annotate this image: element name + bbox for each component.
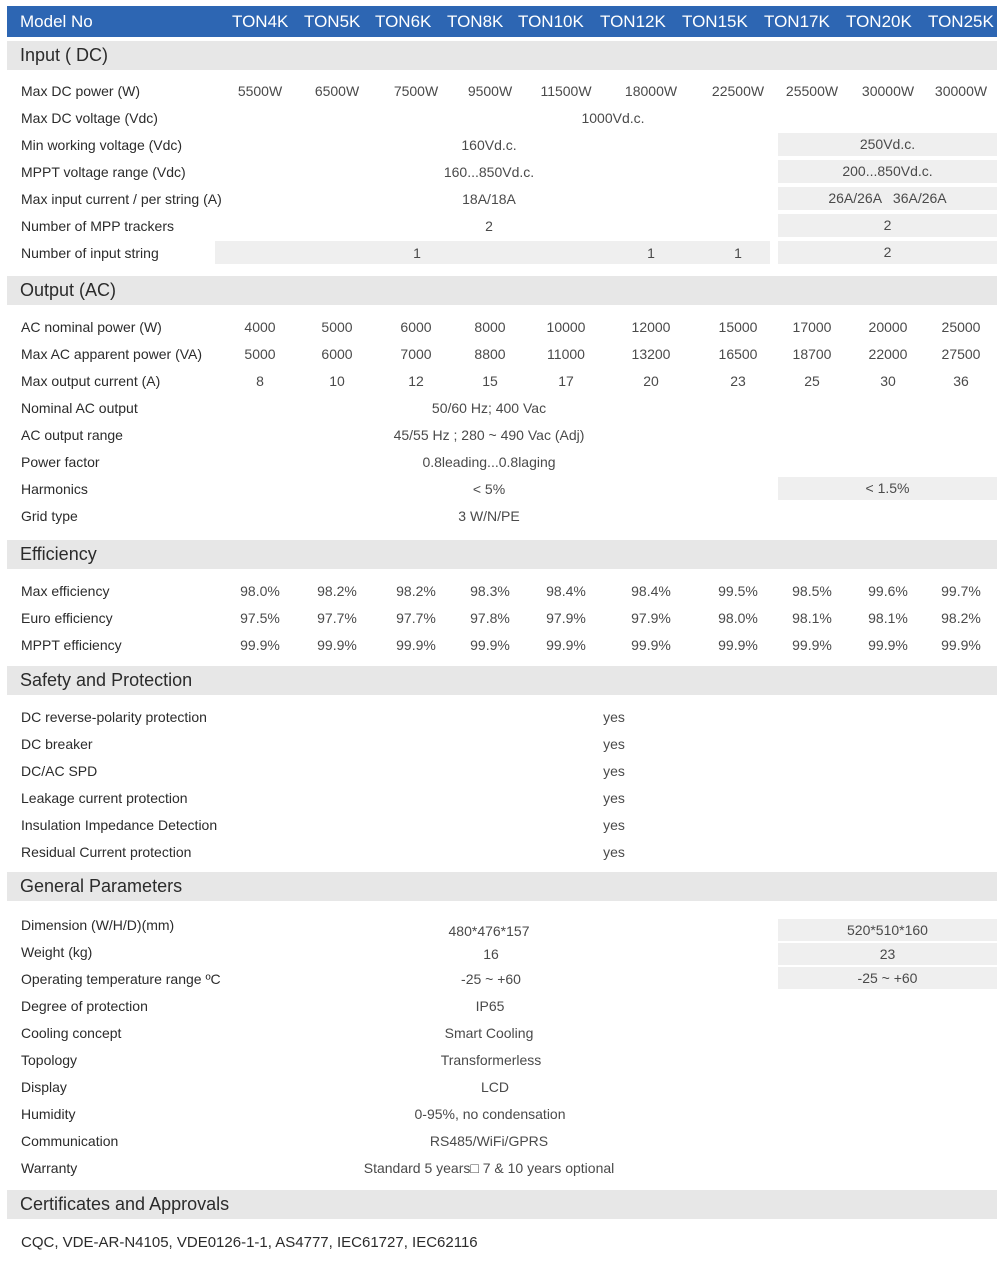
section-output	[7, 276, 997, 305]
dimension-value-a: 480*476*157	[448, 923, 530, 939]
ac-nominal-power-ton4k: 4000	[244, 319, 276, 335]
max-apparent-power-ton5k: 6000	[321, 346, 353, 362]
max-efficiency-ton8k: 98.3%	[470, 583, 510, 599]
max-apparent-power-ton20k: 22000	[868, 346, 908, 362]
display-value: LCD	[480, 1079, 510, 1095]
min-working-voltage-cell-b	[778, 133, 997, 156]
input-string-label: Number of input string	[21, 245, 159, 261]
model-ton6k: TON6K	[375, 12, 432, 31]
safety-label-residual: Residual Current protection	[21, 844, 192, 860]
max-dc-power-ton25k: 30000W	[934, 83, 988, 99]
mppt-efficiency-ton17k: 99.9%	[792, 637, 832, 653]
section-efficiency-title: Efficiency	[20, 544, 97, 564]
max-dc-power-ton5k: 6500W	[314, 83, 360, 99]
ac-nominal-power-ton15k: 15000	[718, 319, 758, 335]
max-efficiency-ton5k: 98.2%	[317, 583, 357, 599]
topology-label: Topology	[21, 1052, 78, 1068]
model-ton17k: TON17K	[764, 12, 830, 31]
max-dc-power-ton12k: 18000W	[624, 83, 678, 99]
safety-label-dc-breaker: DC breaker	[21, 736, 93, 752]
max-output-current-ton6k: 12	[408, 373, 424, 389]
mppt-voltage-range-value-a: 160...850Vd.c.	[443, 164, 535, 180]
ac-nominal-power-ton20k: 20000	[868, 319, 908, 335]
harmonics-cell-b	[778, 477, 997, 500]
max-dc-power-ton20k: 30000W	[861, 83, 915, 99]
communication-label: Communication	[21, 1133, 119, 1149]
ac-nominal-power-ton17k: 17000	[792, 319, 832, 335]
euro-efficiency-ton20k: 98.1%	[868, 610, 908, 626]
power-factor-label: Power factor	[21, 454, 100, 470]
certificates-text: CQC, VDE-AR-N4105, VDE0126-1-1, AS4777, IEC61727, IEC62116	[21, 1234, 478, 1251]
max-input-current-cell-b	[778, 187, 997, 210]
euro-efficiency-label: Euro efficiency	[21, 610, 113, 626]
max-output-current-ton10k: 17	[558, 373, 574, 389]
mppt-efficiency-ton6k: 99.9%	[396, 637, 436, 653]
ac-nominal-power-ton25k: 25000	[941, 319, 981, 335]
input-string-value-a: 1	[413, 245, 421, 261]
max-efficiency-ton15k: 99.5%	[718, 583, 758, 599]
ac-nominal-power-label: AC nominal power (W)	[21, 319, 162, 335]
safety-label-dc-reverse: DC reverse-polarity protection	[21, 709, 207, 725]
temp-range-cell-b	[778, 967, 997, 989]
max-efficiency-ton25k: 99.7%	[941, 583, 981, 599]
euro-efficiency-ton5k: 97.7%	[317, 610, 357, 626]
nominal-ac-output-label: Nominal AC output	[21, 400, 138, 416]
max-efficiency-ton6k: 98.2%	[396, 583, 436, 599]
mppt-efficiency-ton8k: 99.9%	[470, 637, 510, 653]
input-string-value-d: 2	[883, 244, 892, 260]
max-apparent-power-ton25k: 27500	[941, 346, 981, 362]
topology-value: Transformerless	[440, 1052, 542, 1068]
mppt-voltage-range-label: MPPT voltage range (Vdc)	[21, 164, 186, 180]
warranty-value: Standard 5 years□ 7 & 10 years optional	[363, 1160, 615, 1176]
max-efficiency-label: Max efficiency	[21, 583, 110, 599]
safety-value-leakage: yes	[603, 790, 625, 806]
max-apparent-power-label: Max AC apparent power (VA)	[21, 346, 203, 362]
max-dc-voltage-value: 1000Vd.c.	[581, 110, 645, 126]
mppt-efficiency-ton12k: 99.9%	[631, 637, 671, 653]
safety-label-insulation: Insulation Impedance Detection	[21, 817, 218, 833]
max-apparent-power-ton6k: 7000	[400, 346, 432, 362]
mpp-trackers-value-a: 2	[485, 218, 493, 234]
euro-efficiency-ton4k: 97.5%	[240, 610, 280, 626]
ac-nominal-power-ton5k: 5000	[321, 319, 353, 335]
display-label: Display	[21, 1079, 67, 1095]
max-dc-power-ton6k: 7500W	[393, 83, 439, 99]
ac-output-range-label: AC output range	[21, 427, 123, 443]
euro-efficiency-ton25k: 98.2%	[941, 610, 981, 626]
euro-efficiency-ton17k: 98.1%	[792, 610, 832, 626]
max-output-current-ton15k: 23	[730, 373, 746, 389]
ac-nominal-power-ton8k: 8000	[474, 319, 506, 335]
temp-range-value-b: -25 ~ +60	[857, 970, 918, 986]
max-dc-power-label: Max DC power (W)	[21, 83, 141, 99]
harmonics-label: Harmonics	[21, 481, 88, 497]
mppt-voltage-range-value-b: 200...850Vd.c.	[842, 163, 933, 179]
mppt-efficiency-ton10k: 99.9%	[546, 637, 586, 653]
grid-type-label: Grid type	[21, 508, 78, 524]
max-input-current-value-a: 18A/18A	[462, 191, 516, 207]
section-efficiency	[7, 540, 997, 569]
power-factor-value: 0.8leading...0.8laging	[422, 454, 556, 470]
euro-efficiency-ton10k: 97.9%	[546, 610, 586, 626]
communication-value: RS485/WiFi/GPRS	[429, 1133, 549, 1149]
mpp-trackers-label: Number of MPP trackers	[21, 218, 175, 234]
mppt-efficiency-ton25k: 99.9%	[941, 637, 981, 653]
max-output-current-ton25k: 36	[953, 373, 969, 389]
model-ton4k: TON4K	[232, 12, 289, 31]
input-string-value-b: 1	[647, 245, 655, 261]
max-efficiency-ton4k: 98.0%	[240, 583, 280, 599]
max-dc-power-ton4k: 5500W	[237, 83, 283, 99]
max-efficiency-ton10k: 98.4%	[546, 583, 586, 599]
weight-value-a: 16	[483, 946, 499, 962]
max-output-current-ton5k: 10	[329, 373, 345, 389]
safety-value-insulation: yes	[603, 817, 625, 833]
weight-cell-b	[778, 943, 997, 965]
mppt-efficiency-ton5k: 99.9%	[317, 637, 357, 653]
section-input	[7, 41, 997, 70]
model-ton8k: TON8K	[447, 12, 504, 31]
humidity-label: Humidity	[21, 1106, 76, 1122]
max-dc-power-ton8k: 9500W	[467, 83, 513, 99]
warranty-label: Warranty	[21, 1160, 78, 1176]
euro-efficiency-ton8k: 97.8%	[470, 610, 510, 626]
harmonics-value-a: < 5%	[472, 481, 506, 497]
section-safety-title: Safety and Protection	[20, 670, 193, 690]
ac-nominal-power-ton6k: 6000	[400, 319, 432, 335]
max-input-current-label: Max input current / per string (A)	[21, 191, 222, 207]
mppt-efficiency-label: MPPT efficiency	[21, 637, 122, 653]
cooling-value: Smart Cooling	[444, 1025, 534, 1041]
model-no-label: Model No	[20, 12, 93, 31]
section-general-title: General Parameters	[20, 876, 183, 896]
safety-value-dc-breaker: yes	[603, 736, 625, 752]
max-efficiency-ton17k: 98.5%	[792, 583, 832, 599]
humidity-value: 0-95%, no condensation	[414, 1106, 566, 1122]
mpp-trackers-value-b: 2	[883, 217, 892, 233]
cooling-label: Cooling concept	[21, 1025, 122, 1041]
euro-efficiency-ton12k: 97.9%	[631, 610, 671, 626]
mppt-voltage-range-cell-b	[778, 160, 997, 183]
min-working-voltage-value-b: 250Vd.c.	[859, 136, 916, 152]
max-output-current-ton12k: 20	[643, 373, 659, 389]
max-apparent-power-ton15k: 16500	[718, 346, 758, 362]
model-ton25k: TON25K	[928, 12, 994, 31]
temp-range-value-a: -25 ~ +60	[461, 971, 521, 987]
dimension-label: Dimension (W/H/D)(mm)	[21, 917, 175, 933]
mppt-efficiency-ton20k: 99.9%	[868, 637, 908, 653]
max-dc-power-ton17k: 25500W	[785, 83, 839, 99]
euro-efficiency-ton15k: 98.0%	[718, 610, 758, 626]
max-apparent-power-ton12k: 13200	[631, 346, 671, 362]
max-apparent-power-ton10k: 11000	[547, 346, 585, 362]
min-working-voltage-value-a: 160Vd.c.	[461, 137, 517, 153]
protection-label: Degree of protection	[21, 998, 148, 1014]
safety-value-spd: yes	[603, 763, 625, 779]
max-input-current-value-b: 26A/26A 36A/26A	[828, 190, 947, 206]
mpp-trackers-cell-b	[778, 214, 997, 237]
max-apparent-power-ton4k: 5000	[244, 346, 276, 362]
dimension-cell-b	[778, 919, 997, 941]
ac-nominal-power-ton12k: 12000	[631, 319, 671, 335]
safety-label-spd: DC/AC SPD	[21, 763, 98, 779]
weight-value-b: 23	[879, 946, 896, 962]
section-safety	[7, 666, 997, 695]
max-apparent-power-ton17k: 18700	[792, 346, 832, 362]
model-ton5k: TON5K	[304, 12, 361, 31]
max-efficiency-ton20k: 99.6%	[868, 583, 908, 599]
section-general	[7, 872, 997, 901]
section-output-title: Output (AC)	[20, 280, 117, 300]
input-string-value-c: 1	[734, 245, 742, 261]
section-certificates-title: Certificates and Approvals	[20, 1194, 230, 1214]
max-apparent-power-ton8k: 8800	[474, 346, 506, 362]
safety-label-leakage: Leakage current protection	[21, 790, 188, 806]
weight-label: Weight (kg)	[21, 944, 93, 960]
input-string-cell-d	[778, 241, 997, 264]
min-working-voltage-label: Min working voltage (Vdc)	[21, 137, 183, 153]
protection-value: IP65	[475, 998, 505, 1014]
max-efficiency-ton12k: 98.4%	[631, 583, 671, 599]
section-certificates	[7, 1190, 997, 1219]
max-output-current-ton17k: 25	[804, 373, 820, 389]
model-header-bar	[7, 6, 997, 37]
ac-output-range-value: 45/55 Hz ; 280 ~ 490 Vac (Adj)	[393, 427, 585, 443]
model-ton12k: TON12K	[600, 12, 666, 31]
max-output-current-label: Max output current (A)	[21, 373, 161, 389]
mppt-efficiency-ton4k: 99.9%	[240, 637, 280, 653]
max-dc-power-ton15k: 22500W	[711, 83, 765, 99]
harmonics-value-b: < 1.5%	[865, 480, 910, 496]
input-string-cell-a	[215, 241, 770, 264]
grid-type-value: 3 W/N/PE	[458, 508, 520, 524]
dimension-value-b: 520*510*160	[847, 922, 928, 938]
safety-value-residual: yes	[603, 844, 625, 860]
euro-efficiency-ton6k: 97.7%	[396, 610, 436, 626]
max-output-current-ton8k: 15	[482, 373, 498, 389]
max-output-current-ton4k: 8	[256, 373, 264, 389]
section-input-title: Input ( DC)	[20, 45, 109, 65]
max-dc-power-ton10k: 11500W	[540, 83, 592, 99]
temp-range-label: Operating temperature range ºC	[21, 971, 221, 987]
model-ton10k: TON10K	[518, 12, 584, 31]
max-output-current-ton20k: 30	[880, 373, 896, 389]
ac-nominal-power-ton10k: 10000	[546, 319, 586, 335]
max-dc-voltage-label: Max DC voltage (Vdc)	[21, 110, 158, 126]
mppt-efficiency-ton15k: 99.9%	[718, 637, 758, 653]
model-ton20k: TON20K	[846, 12, 912, 31]
model-ton15k: TON15K	[682, 12, 748, 31]
nominal-ac-output-value: 50/60 Hz; 400 Vac	[431, 400, 547, 416]
safety-value-dc-reverse: yes	[603, 709, 625, 725]
